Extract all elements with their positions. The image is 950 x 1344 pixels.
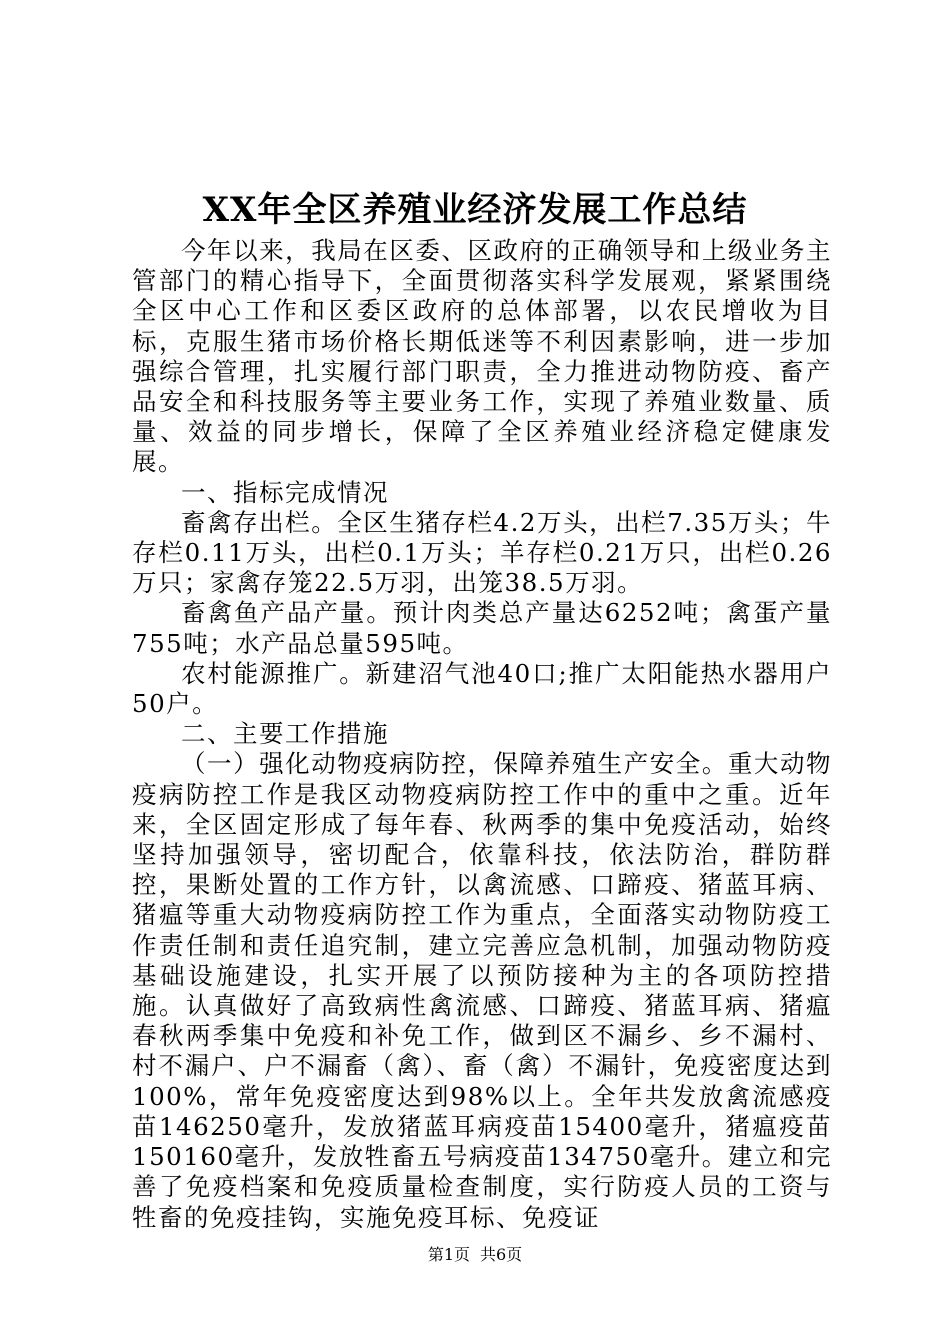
document-body: [132, 236, 832, 1233]
paragraph-energy: 农村能源推广。新建沼气池40口;推广太阳能热水器用户50户。: [132, 658, 832, 719]
page-number: 第1页: [427, 1245, 470, 1264]
section-heading-indicators: 一、指标完成情况: [181, 477, 389, 507]
section-heading-measures: 二、主要工作措施: [181, 719, 389, 749]
paragraph-disease-control: （一）强化动物疫病防控，保障养殖生产安全。重大动物疫病防控工作是我区动物疫病防控工作中的重中之重。近年来，全区固定形成了每年春、秋两季的集中免疫活动，始终坚持加强领导，密切配合，依靠科技，依法防治，群防群控，果断处置的工作方针，以禽流感、口蹄疫、猪蓝耳病、猪瘟等重大动物疫病防控工作为重点，全面落实动物防疫工作责任制和责任追究制，建立完善应急机制，加强动物防疫基础设施建设，扎实开展了以预防接种为主的各项防控措施。认真做好了高致病性禽流感、口蹄疫、猪蓝耳病、猪瘟春秋两季集中免疫和补免工作，做到区不漏乡、乡不漏村、村不漏户、户不漏畜（禽）、畜（禽）不漏针，免疫密度达到100%，常年免疫密度达到98%以上。全年共发放禽流感疫苗146250毫升，发放猪蓝耳病疫苗15400毫升，猪瘟疫苗150160毫升，发放牲畜五号病疫苗134750毫升。建立和完善了免疫档案和免疫质量检查制度，实行防疫人员的工资与牲畜的免疫挂钩，实施免疫耳标、免疫证: [132, 749, 832, 1232]
paragraph-intro: 今年以来，我局在区委、区政府的正确领导和上级业务主管部门的精心指导下，全面贯彻落实科学发展观，紧紧围绕全区中心工作和区委区政府的总体部署，以农民增收为目标，克服生猪市场价格长期低迷等不利因素影响，进一步加强综合管理，扎实履行部门职责，全力推进动物防疫、畜产品安全和科技服务等主要业务工作，实现了养殖业数量、质量、效益的同步增长，保障了全区养殖业经济稳定健康发展。: [132, 236, 832, 477]
paragraph-output: 畜禽鱼产品产量。预计肉类总产量达6252吨；禽蛋产量755吨；水产品总量595吨。: [132, 598, 832, 658]
document-title: XX年全区养殖业经济发展工作总结: [202, 190, 748, 230]
page-footer: [0, 1244, 950, 1266]
paragraph-livestock: 畜禽存出栏。全区生猪存栏4.2万头，出栏7.35万头；牛存栏0.11万头，出栏0.1万头；羊存栏0.21万只，出栏0.26万只；家禽存笼22.5万羽，出笼38.5万羽。: [132, 507, 832, 598]
page-total: 共6页: [480, 1245, 523, 1264]
